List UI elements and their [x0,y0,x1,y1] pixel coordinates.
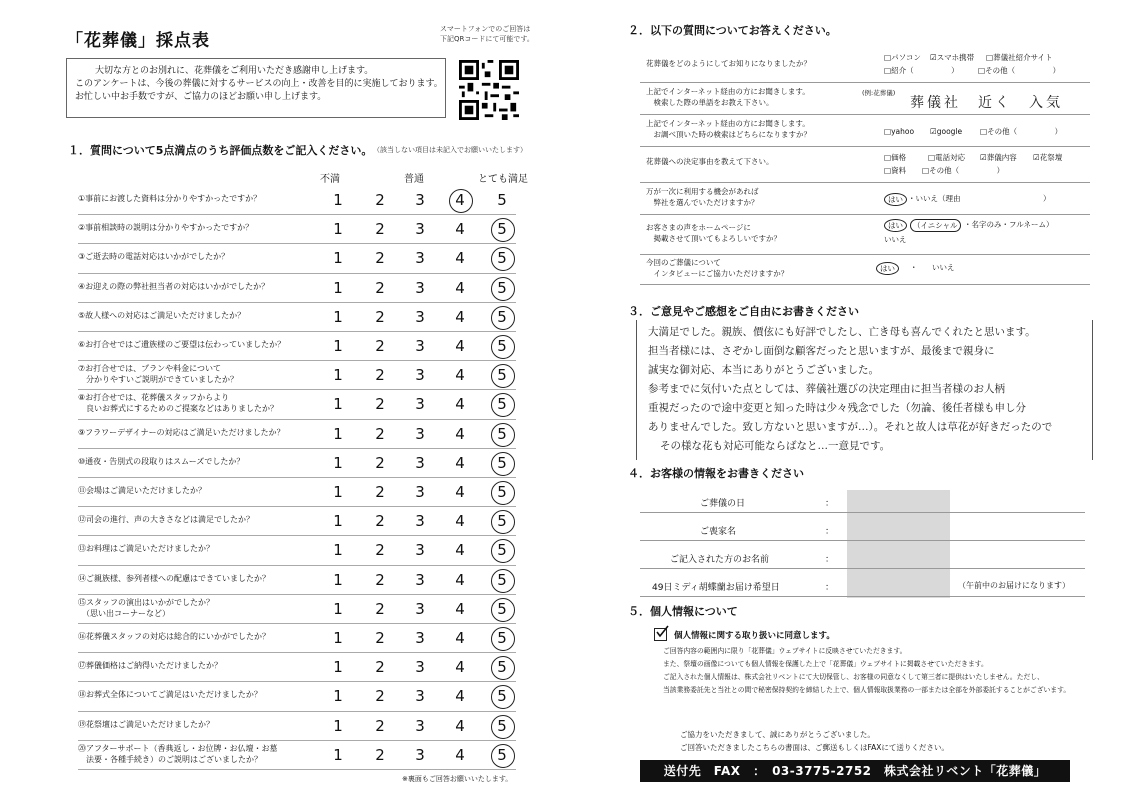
q2-row-search-engine [640,114,1090,147]
q2-label [646,86,810,108]
comment-line: 大満足でした。親族、價伭にも好評でしたし、亡き母も喜んでくれたと思います。 [648,326,1036,338]
selected-rating-circle [491,510,515,534]
selected-rating-circle [491,335,515,359]
rating-option-3[interactable]: 3 [415,337,425,355]
intro-box [66,58,446,118]
rating-option-1[interactable]: 1 [333,658,343,677]
option-other[interactable]: □その他（ ） [978,66,1061,75]
option-yes-circled[interactable]: はい [884,193,907,206]
option-referral[interactable]: □紹介（ ） [884,66,959,75]
option-content[interactable]: ☑葬儀内容 [980,153,1017,162]
q2-label-line: 上記でインターネット経由の方にお聞きします。 [646,87,810,96]
rating-option-3[interactable]: 3 [415,570,425,589]
rating-option-1[interactable]: 1 [333,220,343,239]
rating-row [78,331,516,361]
rating-option-2[interactable]: 2 [375,424,385,443]
rating-option-2[interactable]: 2 [375,395,385,414]
rating-row [78,243,516,273]
rating-option-4[interactable]: 4 [455,745,465,764]
rating-row [78,185,516,215]
selected-rating-circle [491,364,515,388]
rating-option-4[interactable]: 4 [455,307,465,326]
rating-row [78,594,516,624]
rating-option-1[interactable]: 1 [333,307,343,326]
rating-option-3[interactable]: 3 [415,541,425,560]
selected-rating-circle [491,393,515,417]
thanks-text: ご回答いただきましたこちらの書面は、ご郵送もしくはFAXにて送りください。 [680,743,949,752]
option-yahoo[interactable]: □yahoo [884,127,915,136]
info-row-writer-name [640,546,1085,569]
rating-option-5[interactable]: 5 [497,337,507,355]
rating-row [78,214,516,244]
rating-option-4[interactable]: 4 [455,716,465,735]
form-title: 「花葬儀」採点表 [66,31,210,51]
rating-option-5[interactable]: 5 [497,366,507,385]
selected-rating-circle [491,715,515,739]
rating-option-3[interactable]: 3 [415,483,425,501]
rating-option-1[interactable]: 1 [333,395,343,414]
rating-option-4[interactable]: 4 [455,424,465,443]
rating-option-5[interactable]: 5 [497,278,507,297]
question-text [78,251,229,262]
selected-rating-circle [491,685,515,709]
question-text [78,363,238,385]
q2-label-line: お調べ頂いた時の検索はどちらになりますか？ [646,130,811,139]
q2-label [646,118,811,140]
question-text [78,543,214,554]
question-text [78,597,214,619]
rating-row [78,711,516,741]
info-label: ご喪家名 [700,527,737,537]
selected-rating-circle [491,539,515,563]
question-text-line: 法要・各種手続き）のご説明はございましたか？ [78,754,262,764]
q2-row-search-words [640,82,1090,115]
selected-rating-circle [491,744,515,768]
q2-label-line: お客さまの声をホームページに [646,223,751,232]
question-text [78,222,253,233]
rating-option-2[interactable]: 2 [375,366,385,385]
question-text-line: ②事前相談時の説明は分かりやすかったですか？ [78,223,254,233]
rating-option-4[interactable]: 4 [455,191,465,209]
question-text-line: ⑳アフターサポート（香典返し・お位牌・お仏壇・お墓 [78,743,278,753]
rating-option-4[interactable]: 4 [455,366,465,385]
section1-heading: １．質問について5点満点のうち評価点数をご記入ください。 [68,144,373,157]
selected-rating-circle [491,277,515,301]
q2-label-line: 掲載させて頂いてもよろしいですか？ [646,234,781,243]
rating-option-2[interactable]: 2 [375,687,385,706]
rating-option-2[interactable]: 2 [375,337,385,355]
example-text: (例:花葬儀) [862,89,896,97]
scale-label-high: とても満足 [478,174,528,185]
rating-option-4[interactable]: 4 [455,541,465,560]
rating-option-4[interactable]: 4 [455,337,465,355]
section1-note: （該当しない項目は未記入でお願いいたします） [373,146,527,154]
question-text [78,456,244,467]
comment-line: 誠実な御対応、本当にありがとうございました。 [648,364,879,376]
rating-option-2[interactable]: 2 [375,307,385,326]
rating-option-5[interactable]: 5 [497,687,507,706]
rating-option-5[interactable]: 5 [497,570,507,589]
rating-option-5[interactable]: 5 [497,541,507,560]
question-text [78,427,285,438]
rating-option-3[interactable]: 3 [415,629,425,647]
section4-heading: ４．お客様の情報をお書きください [628,467,804,480]
rating-option-1[interactable]: 1 [333,541,343,560]
rating-option-4[interactable]: 4 [455,278,465,297]
rating-option-1[interactable]: 1 [333,512,343,531]
rating-option-4[interactable]: 4 [455,220,465,239]
rating-option-3[interactable]: 3 [415,599,425,618]
rating-option-2[interactable]: 2 [375,278,385,297]
rating-option-5[interactable]: 5 [497,191,507,209]
question-text [78,660,222,671]
option-no[interactable]: ・いいえ（理由 ） [908,194,1051,203]
rating-option-5[interactable]: 5 [497,424,507,443]
rating-option-1[interactable]: 1 [333,249,343,268]
question-text-line: 分かりやすいご説明ができていましたか？ [78,375,238,385]
option-pc[interactable]: □パソコン [884,53,921,62]
q2-row-decision [640,146,1090,183]
rating-option-2[interactable]: 2 [375,220,385,239]
rating-option-1[interactable]: 1 [333,570,343,589]
rating-option-1[interactable]: 1 [333,278,343,297]
option-no[interactable]: いいえ [932,263,955,272]
q2-label-line: 検索した際の単語をお教え下さい。 [646,98,774,107]
rating-option-1[interactable]: 1 [333,687,343,706]
rating-row [78,477,516,507]
rating-option-4[interactable]: 4 [455,599,465,618]
option-flower-altar[interactable]: ☑花祭壇 [1033,153,1063,162]
rating-option-5[interactable]: 5 [497,220,507,239]
q2-label: 花葬儀への決定事由を教えて下さい。 [646,157,774,166]
info-colon: ： [825,583,835,593]
option-separator: ・ [910,263,918,272]
rating-option-1[interactable]: 1 [333,745,343,764]
intro-line: お忙しい中お手数ですが、ご協力のほどお願い申し上げます。 [75,92,327,102]
question-text-line: ⑲花祭壇はご満足いただけましたか？ [78,719,214,729]
option-phone[interactable]: □電話対応 [928,153,966,162]
question-text-line: ①事前にお渡した資料は分かりやすかったですか？ [78,194,262,203]
comment-line: 担当者様には、さぞかし面倒な顧客だったと思いますが、最後まで親身に [648,345,995,357]
info-row-family-name [640,518,1085,541]
question-text-line: ⑩通夜・告別式の段取りはスムーズでしたか？ [78,456,245,466]
rating-option-2[interactable]: 2 [375,249,385,268]
info-colon: ： [825,555,835,565]
rating-option-3[interactable]: 3 [415,278,425,297]
intro-line: 大切な方とのお別れに、花葬儀をご利用いただき感謝申し上げます。 [95,66,374,76]
intro-line: このアンケートは、今後の葬儀に対するサービスの向上・改善を目的に実施しております。 [75,79,443,89]
question-text-line: ⑫司会の進行、声の大きさなどは満足でしたか？ [78,515,254,525]
rating-row [78,360,516,390]
comment-line: その様な花も対応可能ならばなと…一意見です。 [660,440,891,452]
rating-option-5[interactable]: 5 [497,249,507,268]
selected-rating-circle [491,569,515,593]
rating-option-3[interactable]: 3 [415,395,425,414]
selected-rating-circle [449,189,473,213]
rating-option-3[interactable]: 3 [415,220,425,239]
option-yes-circled[interactable]: はい [876,262,899,275]
question-text [78,743,277,765]
rating-option-1[interactable]: 1 [333,424,343,443]
rating-option-1[interactable]: 1 [333,191,343,209]
option-other[interactable]: □その他（ ） [922,166,1005,175]
q2-label: 花葬儀をどのようにしてお知りになりましたか？ [646,59,811,68]
privacy-text: ご記入された個人情報は、株式会社リベントにて大切保管し、お客様の同意なくして第三者に提供はいたしません。ただし、 [663,673,1044,681]
q2-label-line: 弊社を選んでいただけますか？ [646,198,759,207]
back-note: ※裏面もご回答お願いいたします。 [402,775,513,783]
rating-option-2[interactable]: 2 [375,629,385,647]
privacy-text: ご回答内容の範囲内に限り「花葬儀」ウェブサイトに反映させていただきます。 [663,647,907,655]
rating-option-2[interactable]: 2 [375,745,385,764]
rating-option-5[interactable]: 5 [497,307,507,326]
comment-line: 重視だったので途中変更と知った時は少々残念でした（勿論、後任者様も申し分 [648,402,1026,414]
question-text [78,573,270,584]
selected-rating-circle [491,423,515,447]
option-materials[interactable]: □資料 [884,166,907,175]
question-text-line: ⑦お打合せでは、プランや料金について [78,364,222,374]
rating-row [78,565,516,595]
selected-rating-circle [491,306,515,330]
selected-rating-circle [491,627,515,651]
scale-label-low: 不満 [320,174,340,185]
section5-heading: ５．個人情報について [628,605,738,618]
rating-option-4[interactable]: 4 [455,512,465,531]
rating-option-1[interactable]: 1 [333,366,343,385]
question-text-line: ⑤故人様への対応はご満足いただけましたか？ [78,310,246,320]
rating-option-3[interactable]: 3 [415,191,425,209]
rating-row [78,681,516,711]
rating-row [78,302,516,332]
fax-footer: 送付先 FAX ： 03-3775-2752 株式会社リベント「花葬儀」 [640,760,1070,782]
rating-option-5[interactable]: 5 [497,629,507,647]
question-text-line: ⑧お打合せでは、花葬儀スタッフからより [78,393,230,403]
rating-row [78,389,516,419]
selected-rating-circle [491,247,515,271]
rating-option-5[interactable]: 5 [497,658,507,677]
rating-option-5[interactable]: 5 [497,483,507,501]
rating-option-4[interactable]: 4 [455,249,465,268]
question-text [78,310,245,321]
info-label: ご記入された方のお名前 [670,555,770,565]
question-text-line: ⑮スタッフの演出はいかがでしたか？ [78,597,214,607]
qr-note-line: 下記QRコードにて可能です。 [440,35,534,43]
handwritten-search-words[interactable]: 葬儀社 近く 入気 [910,95,1063,111]
rating-option-5[interactable]: 5 [497,745,507,764]
q2-row-interview [640,254,1090,285]
question-text [78,514,254,525]
option-name-scope[interactable]: ・名字のみ・フルネーム） [964,220,1054,229]
rating-option-2[interactable]: 2 [375,541,385,560]
option-smartphone[interactable]: ☑スマホ携帯 [930,53,975,62]
rating-row [78,419,516,449]
selected-rating-circle [491,481,515,505]
question-text [78,193,261,204]
rating-option-2[interactable]: 2 [375,658,385,677]
question-text-line: ⑪会場はご満足いただけましたか？ [78,486,206,495]
rating-option-3[interactable]: 3 [415,453,425,472]
rating-option-1[interactable]: 1 [333,337,343,355]
question-text-line: ⑰葬儀価格はご納得いただけましたか？ [78,661,222,671]
privacy-text: また、祭壇の画像についても個人情報を保護した上で「花葬儀」ウェブサイトに掲載させていただきます。 [663,660,988,668]
thanks-text: ご協力をいただきまして、誠にありがとうございました。 [680,730,875,739]
q2-row-publish [640,214,1090,255]
question-text-line: 良いお葬式にするためのご提案などはありましたか？ [78,404,278,414]
rating-option-4[interactable]: 4 [455,453,465,472]
selected-rating-circle [491,656,515,680]
rating-option-3[interactable]: 3 [415,716,425,735]
option-yes-circled[interactable]: はい [884,219,907,232]
question-text [78,392,278,414]
rating-option-1[interactable]: 1 [333,453,343,472]
rating-row [78,623,516,653]
comment-line: 参考までに気付いた点としては、葬儀社選びの決定理由に担当者様のお人柄 [648,383,1005,395]
question-text-line: ④お迎えの際の弊社担当者の対応はいかがでしたか？ [78,281,270,291]
option-funeral-site[interactable]: □葬儀社紹介サイト [986,53,1053,62]
rating-option-2[interactable]: 2 [375,191,385,209]
option-price[interactable]: □価格 [884,153,907,162]
rating-option-1[interactable]: 1 [333,599,343,618]
question-text-line: ⑥お打合せではご遺族様のご要望は伝わっていましたか？ [78,340,286,349]
section2-heading: ２．以下の質問についてお答えください。 [628,24,837,37]
rating-option-3[interactable]: 3 [415,249,425,268]
rating-row [78,740,516,770]
rating-option-2[interactable]: 2 [375,453,385,472]
rating-option-4[interactable]: 4 [455,483,465,501]
rating-option-4[interactable]: 4 [455,395,465,414]
option-other[interactable]: □その他（ ） [980,127,1063,136]
rating-option-3[interactable]: 3 [415,424,425,443]
question-text-line: ⑱お葬式全体についてご満足はいただけましたか？ [78,690,262,700]
q2-label [646,257,788,279]
question-text-line: ③ご逝去時の電話対応はいかがでしたか？ [78,252,230,262]
rating-option-5[interactable]: 5 [497,395,507,414]
info-note: （午前中のお届けになります） [958,581,1070,590]
scale-label-mid: 普通 [404,174,424,185]
q2-label-line: インタビューにご協力いただけますか？ [646,269,789,278]
question-text-line: ⑯花葬儀スタッフの対応は総合的にいかがでしたか？ [78,632,270,641]
rating-option-2[interactable]: 2 [375,512,385,531]
rating-option-3[interactable]: 3 [415,307,425,326]
rating-row [78,652,516,682]
option-google[interactable]: ☑google [930,127,963,136]
q2-label [646,222,781,244]
question-text-line: ⑭ご親族様、参列者様への配慮はできていましたか？ [78,573,270,583]
rating-option-5[interactable]: 5 [497,599,507,618]
q2-row-reuse [640,182,1090,215]
rating-option-4[interactable]: 4 [455,629,465,647]
check-icon [655,625,669,639]
q2-label-line: 上記でインターネット経由の方にお聞きします。 [646,119,810,128]
info-label: 49日ミディ胡蝶蘭お届け希望日 [652,583,780,593]
qr-note-line: スマートフォンでのご回答は [440,25,531,33]
q2-label [646,186,759,208]
rating-row [78,273,516,303]
agree-label: 個人情報に関する取り扱いに同意します。 [674,631,835,641]
rating-option-1[interactable]: 1 [333,483,343,501]
rating-option-2[interactable]: 2 [375,716,385,735]
question-text [78,689,262,700]
info-row-funeral-date [640,490,1085,513]
comment-line: ありませんでした。致し方ないと思いますが…）。それと故人は草花が好きだったので [648,421,1053,433]
qr-code-icon[interactable] [459,60,519,120]
section3-heading: ３．ご意見やご感想をご自由にお書きください [628,305,859,318]
rating-option-3[interactable]: 3 [415,658,425,677]
rating-option-3[interactable]: 3 [415,512,425,531]
rating-row [78,506,516,536]
qr-note [440,24,534,44]
q2-label-line: 今回のご葬儀について [646,258,721,267]
question-text [78,339,285,350]
question-text [78,631,270,642]
rating-option-2[interactable]: 2 [375,599,385,618]
question-text [78,281,269,292]
info-row-orchid-date [640,574,1085,597]
rating-option-5[interactable]: 5 [497,512,507,531]
selected-rating-circle [491,218,515,242]
rating-row [78,448,516,478]
selected-rating-circle [491,598,515,622]
question-text [78,719,214,730]
rating-option-2[interactable]: 2 [375,570,385,589]
rating-option-2[interactable]: 2 [375,483,385,501]
q2-row-source [640,48,1090,83]
rating-option-4[interactable]: 4 [455,570,465,589]
privacy-text: 当該業務委託先と当社との間で秘密保持契約を締結した上で、個人情報取扱業務の一部または全部を外部委託することがございます。 [663,686,1071,694]
info-colon: ： [825,527,835,537]
rating-option-5[interactable]: 5 [497,716,507,735]
info-colon: ： [825,499,835,509]
rating-option-3[interactable]: 3 [415,745,425,764]
option-initial-circled[interactable]: （イニシャル [910,219,961,232]
selected-rating-circle [491,452,515,476]
rating-option-1[interactable]: 1 [333,716,343,735]
rating-option-5[interactable]: 5 [497,453,507,472]
question-text [78,485,206,496]
rating-option-4[interactable]: 4 [455,658,465,677]
rating-option-4[interactable]: 4 [455,687,465,706]
rating-option-1[interactable]: 1 [333,629,343,647]
question-text-line: ⑨フラワーデザイナーの対応はご満足いただけましたか？ [78,427,285,437]
rating-option-3[interactable]: 3 [415,366,425,385]
q2-label-line: 万が一次に利用する機会があれば [646,187,759,196]
info-label: ご葬儀の日 [700,499,746,509]
question-text-line: ⑬お料理はご満足いただけましたか？ [78,544,214,554]
rating-option-3[interactable]: 3 [415,687,425,706]
question-text-line: （思い出コーナーなど） [78,608,170,618]
option-no[interactable]: いいえ [884,235,907,244]
rating-row [78,535,516,565]
agree-checkbox[interactable] [654,628,667,641]
